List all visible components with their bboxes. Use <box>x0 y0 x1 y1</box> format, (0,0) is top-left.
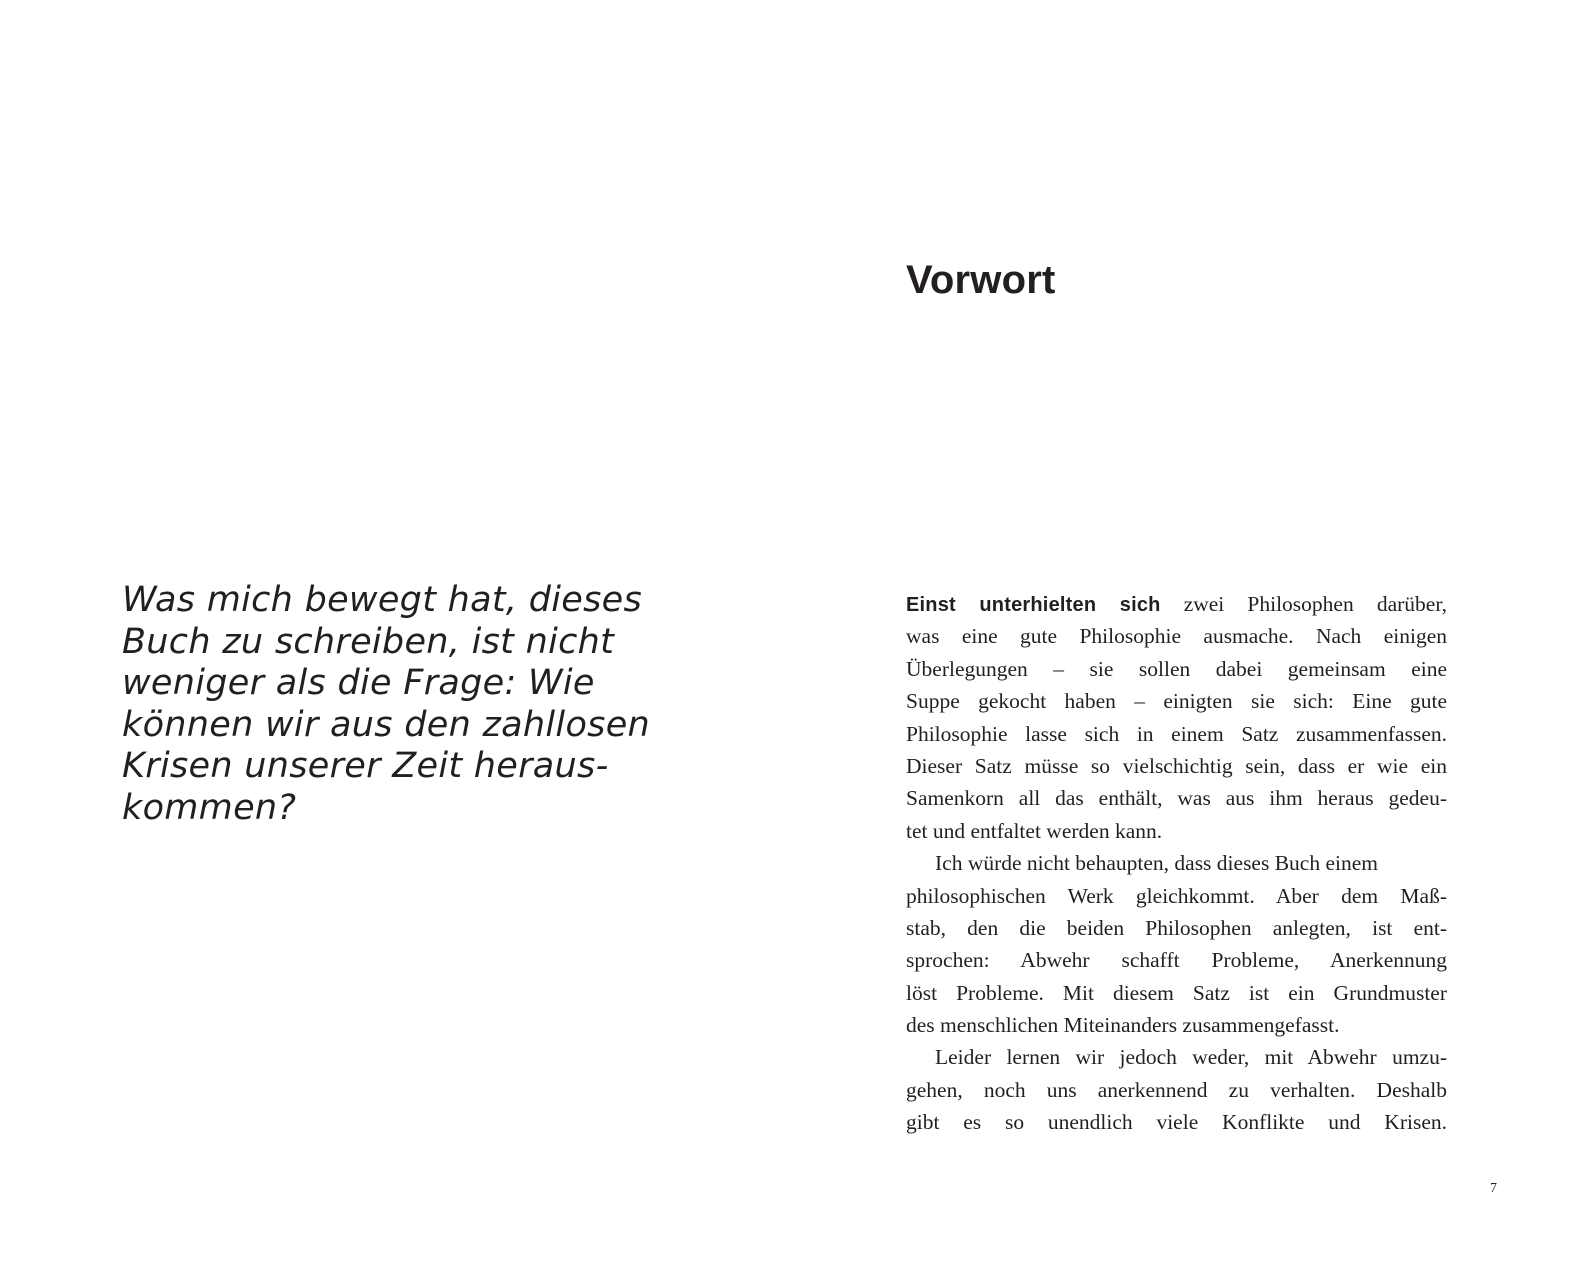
text-line: des menschlichen Miteinanders zusammengefasst. <box>906 1013 1340 1038</box>
text-line: Überlegungen – sie sollen dabei gemeinsam eine <box>906 656 1447 681</box>
paragraph-1 <box>906 588 1447 847</box>
quote-line: weniger als die Frage: Wie <box>122 663 595 703</box>
text-line: stab, den die beiden Philosophen anlegten, ist ent- <box>906 915 1447 940</box>
text-line: Leider lernen wir jedoch weder, mit Abwehr umzu- <box>935 1045 1447 1070</box>
text-line: philosophischen Werk gleichkommt. Aber dem Maß- <box>906 883 1447 908</box>
quote-line: Was mich bewegt hat, dieses <box>122 580 643 620</box>
quote-line: kommen? <box>122 787 297 828</box>
lead-in-text: Einst unterhielten sich <box>906 594 1161 616</box>
text-line: Dieser Satz müsse so vielschichtig sein, dass er wie ein <box>906 753 1447 778</box>
text-line: Philosophie lasse sich in einem Satz zusammenfassen. <box>906 721 1447 746</box>
paragraph-3 <box>906 1041 1447 1138</box>
text-line: was eine gute Philosophie ausmache. Nach einigen <box>906 624 1447 649</box>
right-page <box>797 0 1594 1269</box>
epigraph-quote <box>122 580 682 829</box>
text-line <box>906 588 1447 620</box>
text-line: gehen, noch uns anerkennend zu verhalten. Deshalb <box>906 1077 1447 1102</box>
text-line: gibt es so unendlich viele Konflikte und Krisen. <box>906 1110 1447 1135</box>
quote-line: Buch zu schreiben, ist nicht <box>122 621 615 662</box>
text-line: Suppe gekocht haben – einigten sie sich: Eine gute <box>906 689 1447 714</box>
text-line: sprochen: Abwehr schafft Probleme, Anerkennung <box>906 948 1447 973</box>
quote-line: können wir aus den zahllosen <box>122 704 651 745</box>
text-line: Ich würde nicht behaupten, dass dieses Buch einem <box>935 851 1379 876</box>
paragraph-2 <box>906 847 1447 1041</box>
text-line: löst Probleme. Mit diesem Satz ist ein Grundmuster <box>906 980 1447 1005</box>
page-number: 7 <box>1490 1181 1497 1196</box>
text-line: tet und entfaltet werden kann. <box>906 818 1163 843</box>
text-line: Samenkorn all das enthält, was aus ihm heraus gedeu- <box>906 786 1447 811</box>
text-line-rest: zwei Philosophen darüber, <box>1160 592 1447 616</box>
body-text <box>906 588 1447 1139</box>
quote-line: Krisen unserer Zeit heraus- <box>122 746 609 786</box>
chapter-title: Vorwort <box>906 258 1056 302</box>
